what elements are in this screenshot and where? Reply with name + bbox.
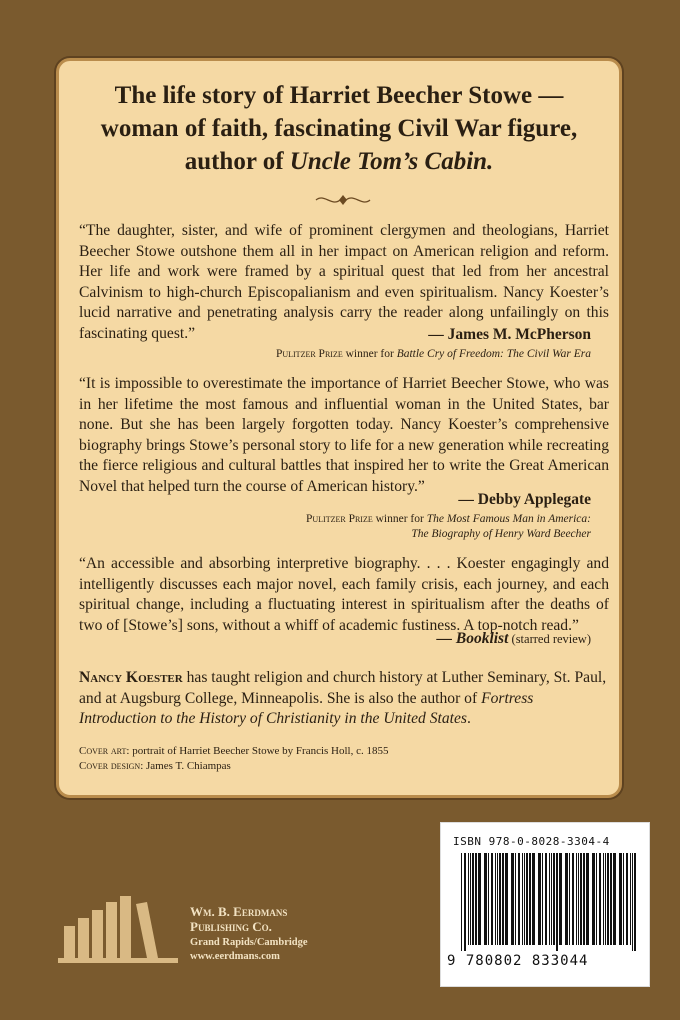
prize-label: Pulitzer Prize bbox=[305, 513, 373, 525]
publisher-city: Grand Rapids/Cambridge bbox=[190, 937, 308, 948]
bio-book: Fortress Introduction to the History of Christianity in the United States bbox=[79, 689, 534, 727]
barcode-bar bbox=[613, 853, 616, 945]
barcode-bar bbox=[491, 853, 493, 945]
barcode-bar bbox=[556, 853, 558, 951]
barcode-bar bbox=[553, 853, 555, 945]
cover-design-credit bbox=[79, 759, 609, 774]
quote-author-applegate: — Debby Applegate bbox=[458, 491, 591, 508]
booklist-source: — Booklist bbox=[436, 630, 509, 647]
barcode-bar bbox=[576, 853, 577, 945]
prize-text: winner for bbox=[342, 348, 397, 360]
headline-line-1: The life story of Harriet Beecher Stowe — bbox=[114, 82, 564, 109]
barcode-bar bbox=[470, 853, 471, 945]
barcode-bar bbox=[599, 853, 601, 945]
barcode-bars bbox=[449, 853, 645, 951]
barcode-bar bbox=[488, 853, 489, 945]
publisher-line-1: Wm. B. Eerdmans bbox=[190, 904, 288, 919]
barcode-bar bbox=[511, 853, 514, 945]
barcode-bar bbox=[499, 853, 501, 945]
bio-text: has taught religion and church history at Luther Seminary, St. Paul, and at Augsburg College, Minneapolis. She is also the author of bbox=[79, 669, 607, 707]
text-panel bbox=[56, 58, 622, 798]
quote-author-booklist bbox=[436, 630, 591, 648]
barcode-bar bbox=[484, 853, 487, 945]
prize-book: The Most Famous Man in America: bbox=[426, 513, 591, 525]
barcode-bar bbox=[464, 853, 466, 951]
barcode-bar bbox=[626, 853, 628, 945]
barcode-bar bbox=[468, 853, 469, 945]
barcode-bar bbox=[505, 853, 508, 945]
cover-design-text: : James T. Chiampas bbox=[140, 760, 231, 772]
cover-art-label: Cover art bbox=[79, 745, 127, 757]
flourish-ornament bbox=[314, 193, 372, 207]
prize-line-mcpherson bbox=[276, 347, 591, 362]
barcode-bar bbox=[586, 853, 589, 945]
author-bio bbox=[79, 668, 609, 730]
publisher-website: www.eerdmans.com bbox=[190, 951, 280, 962]
barcode-bar bbox=[497, 853, 498, 945]
cover-art-text: : portrait of Harriet Beecher Stowe by Francis Holl, c. 1855 bbox=[126, 745, 389, 757]
publisher-block bbox=[58, 896, 358, 976]
barcode-bar bbox=[518, 853, 520, 945]
barcode-bar bbox=[461, 853, 462, 951]
barcode-bar bbox=[565, 853, 568, 945]
barcode-bar bbox=[634, 853, 636, 951]
barcode-bar bbox=[610, 853, 612, 945]
books-logo-icon bbox=[58, 896, 178, 976]
headline bbox=[59, 79, 619, 178]
bio-end: . bbox=[466, 710, 471, 727]
barcode-bar bbox=[529, 853, 531, 945]
barcode-bar bbox=[569, 853, 570, 945]
barcode-bar bbox=[607, 853, 609, 945]
booklist-note: (starred review) bbox=[508, 632, 591, 646]
barcode-bar bbox=[551, 853, 552, 945]
headline-book-title: Uncle Tom’s Cabin. bbox=[289, 148, 494, 175]
isbn-label: ISBN 978-0-8028-3304-4 bbox=[453, 835, 610, 848]
barcode-bar bbox=[472, 853, 474, 945]
prize-line-applegate bbox=[306, 512, 591, 542]
headline-line-3 bbox=[59, 145, 619, 178]
barcode-bar bbox=[583, 853, 585, 945]
publisher-line-2: Publishing Co. bbox=[190, 919, 272, 934]
quote-booklist: “An accessible and absorbing interpretive biography. . . . Koester engagingly and intelligently discusses each major novel, each family crisis, each journey, and each spiritual change, including a fluctuating interest in spiritualism after the deaths of two of [Stowe’s] sons, without a whiff of academic fustiness. A top-notch read.” bbox=[79, 555, 609, 634]
barcode-bar bbox=[596, 853, 597, 945]
quote-author-mcpherson: — James M. McPherson bbox=[428, 326, 591, 343]
barcode-bar bbox=[619, 853, 622, 945]
barcode-bar bbox=[632, 853, 633, 951]
quote-applegate: “It is impossible to overestimate the importance of Harriet Beecher Stowe, who was in her lifetime the most famous and influential woman in the United States, bar none. But she has been largely forgotten today. Nancy Koester’s comprehensive biography brings Stowe’s personal story to life for a new generation while recreating the fierce religious and cultural battles that inspired her to write the Great American Novel that helped turn the course of American history.” bbox=[79, 375, 609, 495]
barcode-bar bbox=[538, 853, 541, 945]
barcode-bar bbox=[559, 853, 562, 945]
cover-art-credit bbox=[79, 744, 609, 759]
barcode-bar bbox=[522, 853, 523, 945]
barcode-bar bbox=[526, 853, 528, 945]
isbn-digits: 9 780802 833044 bbox=[447, 953, 589, 969]
quote-mcpherson: “The daughter, sister, and wife of prominent clergymen and theologians, Harriet Beecher Stowe outshone them all in her impact on American religion and reform. Her life and work were framed by a spiritual quest that led from her ancestral Calvinism to high-church Episcopalianism and even spiritualism. Nancy Koester’s lucid narrative and penetrating analysis carry the reader along unfailingly on this fascinating quest.” bbox=[79, 222, 609, 342]
prize-text: winner for bbox=[372, 513, 427, 525]
barcode-bar bbox=[605, 853, 606, 945]
barcode-bar bbox=[478, 853, 481, 945]
publisher-name bbox=[190, 904, 287, 934]
barcode-bar bbox=[495, 853, 496, 945]
barcode-bar bbox=[630, 853, 631, 945]
barcode-bar bbox=[542, 853, 543, 945]
barcode-bar bbox=[603, 853, 604, 945]
barcode-bar bbox=[572, 853, 574, 945]
prize-book: Battle Cry of Freedom: The Civil War Era bbox=[396, 348, 591, 360]
barcode-bar bbox=[580, 853, 582, 945]
headline-line-2: woman of faith, fascinating Civil War figure, bbox=[100, 115, 578, 142]
barcode-bar bbox=[532, 853, 535, 945]
barcode-bar bbox=[545, 853, 547, 945]
barcode-bar bbox=[524, 853, 525, 945]
author-name: Nancy Koester bbox=[79, 669, 183, 686]
cover-credits bbox=[79, 744, 609, 774]
barcode-bar bbox=[502, 853, 504, 945]
barcode-bar bbox=[623, 853, 624, 945]
barcode-bar bbox=[475, 853, 477, 945]
prize-book-subtitle: The Biography of Henry Ward Beecher bbox=[411, 528, 591, 540]
barcode-bar bbox=[592, 853, 595, 945]
cover-design-label: Cover design bbox=[79, 760, 141, 772]
barcode-bar bbox=[549, 853, 550, 945]
isbn-barcode bbox=[440, 822, 650, 987]
barcode-bar bbox=[578, 853, 579, 945]
prize-label: Pulitzer Prize bbox=[275, 348, 343, 360]
barcode-bar bbox=[515, 853, 516, 945]
headline-prefix: author of bbox=[184, 148, 290, 175]
